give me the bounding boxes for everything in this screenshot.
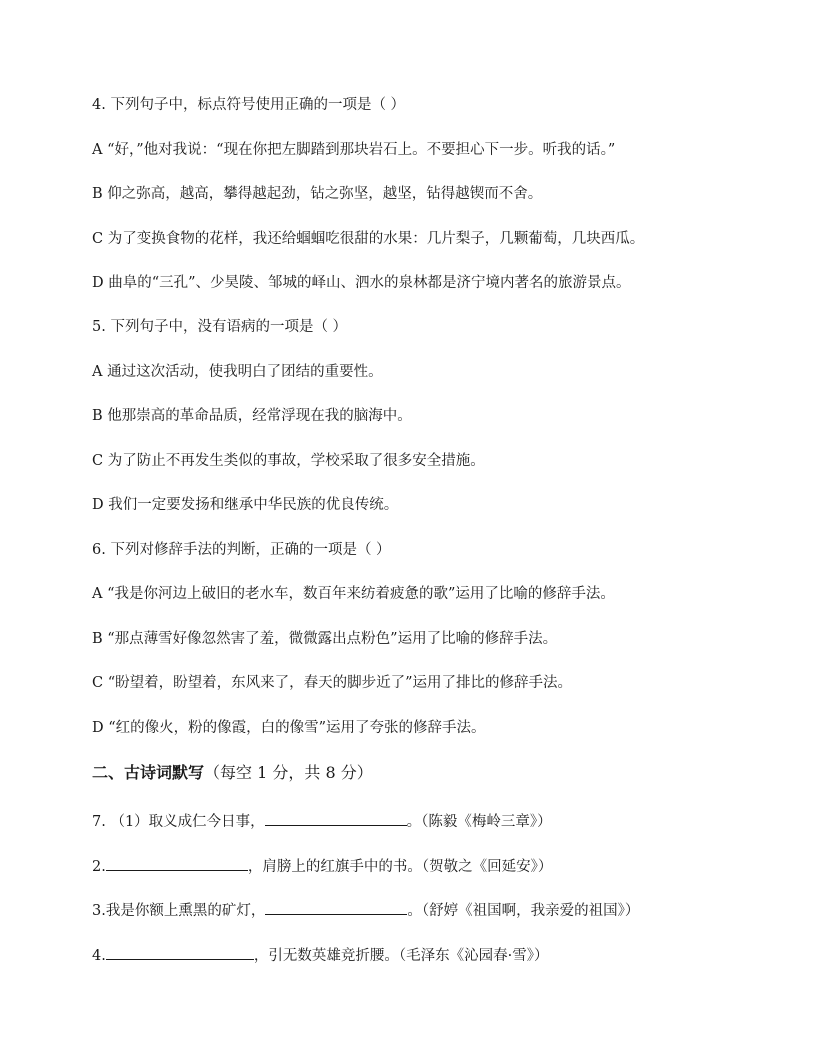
item-4-prefix: 4.: [92, 948, 106, 964]
item-1-suffix: 。（陈毅《梅岭三章》）: [406, 814, 552, 830]
item-1-prefix: 7. （1）取义成仁今日事，: [92, 814, 265, 830]
question-6-option-d: D “红的像火，粉的像霞，白的像雪”运用了夸张的修辞手法。: [92, 720, 486, 736]
section-2-heading: [92, 762, 373, 784]
item-1-answer-blank[interactable]: [265, 811, 407, 826]
item-2-answer-blank[interactable]: [106, 856, 248, 871]
question-7-item-4: [92, 945, 548, 966]
question-7-item-1: [92, 811, 552, 832]
item-3-prefix: 3.我是你额上熏黑的矿灯，: [92, 903, 266, 919]
item-4-answer-blank[interactable]: [106, 945, 254, 960]
question-4-option-a: A “好，”他对我说：“现在你把左脚踏到那块岩石上。不要担心下一步。听我的话。”: [92, 142, 616, 158]
section-2-subtitle: （每空 1 分，共 8 分）: [204, 763, 373, 782]
question-5-option-b: B 他那崇高的革命品质，经常浮现在我的脑海中。: [92, 408, 412, 424]
question-5-option-d: D 我们一定要发扬和继承中华民族的优良传统。: [92, 497, 399, 513]
question-5-option-a: A 通过这次活动，使我明白了团结的重要性。: [92, 364, 383, 380]
question-4-option-c: C 为了变换食物的花样，我还给蝈蝈吃很甜的水果：几片梨子，几颗葡萄，几块西瓜。: [92, 231, 645, 247]
item-2-prefix: 2.: [92, 859, 106, 875]
section-2-title: 二、古诗词默写: [92, 763, 205, 782]
question-5-option-c: C 为了防止不再发生类似的事故，学校采取了很多安全措施。: [92, 453, 485, 469]
question-6-stem: 6. 下列对修辞手法的判断，正确的一项是（ ）: [92, 542, 391, 558]
item-2-suffix: ，肩膀上的红旗手中的书。（贺敬之《回延安》）: [247, 859, 553, 875]
question-6-option-b: B “那点薄雪好像忽然害了羞，微微露出点粉色”运用了比喻的修辞手法。: [92, 631, 558, 647]
question-6-option-c: C “盼望着，盼望着，东风来了，春天的脚步近了”运用了排比的修辞手法。: [92, 675, 573, 691]
question-6-option-a: A “我是你河边上破旧的老水车，数百年来纺着疲惫的歌”运用了比喻的修辞手法。: [92, 586, 615, 602]
item-4-suffix: ，引无数英雄竞折腰。（毛泽东《沁园春·雪》）: [253, 948, 549, 964]
question-5-stem: 5. 下列句子中，没有语病的一项是（ ）: [92, 319, 348, 335]
question-4-option-b: B 仰之弥高，越高，攀得越起劲，钻之弥坚，越坚，钻得越锲而不舍。: [92, 186, 543, 202]
question-7-item-3: [92, 900, 639, 921]
item-3-answer-blank[interactable]: [265, 900, 407, 915]
question-4-stem: 4. 下列句子中，标点符号使用正确的一项是（ ）: [92, 97, 406, 113]
question-4-option-d: D 曲阜的“三孔”、少昊陵、邹城的峄山、泗水的泉林都是济宁境内著名的旅游景点。: [92, 275, 631, 291]
item-3-suffix: 。（舒婷《祖国啊，我亲爱的祖国》）: [407, 903, 640, 919]
question-7-item-2: [92, 856, 552, 877]
